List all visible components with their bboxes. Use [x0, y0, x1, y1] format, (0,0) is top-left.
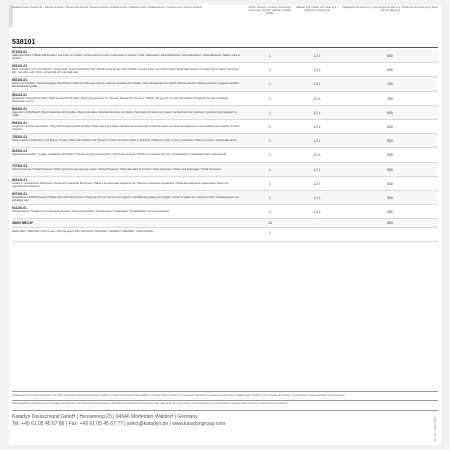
header-content-column: Inhalt / content / contenu / contenido / contenuto / inhoud / indhold / innhåll / sisältö — [248, 6, 292, 15]
row-code: 652101.01 — [12, 78, 28, 83]
row-water: 1,2 L — [313, 139, 321, 144]
row-quantity: 1 — [269, 82, 271, 87]
row-code: 737101.01 — [12, 163, 28, 168]
table-row — [12, 177, 438, 191]
row-code: 641101.01 — [12, 206, 27, 211]
table-header — [9, 5, 441, 27]
row-water: 1,2 L — [313, 82, 321, 87]
row-quantity: 1 — [269, 139, 271, 144]
row-quantity: 1 — [269, 231, 271, 236]
table-row — [12, 63, 438, 77]
row-description: Wasserfilter / Waterfilter / Filtre à eau / Filtro de agua / Filtro dell'acqua / Waterfilter / Vandfilter / Vattenfilter / Vedensuodatin — [12, 230, 154, 234]
row-quantity: 1 — [269, 124, 271, 129]
footer-rule-bottom — [12, 410, 438, 411]
row-weight: 350 — [387, 210, 393, 215]
row-weight: 500 — [387, 167, 393, 172]
row-quantity: 1 — [269, 181, 271, 186]
row-weight: 600 — [387, 68, 393, 73]
header-rule — [12, 47, 438, 48]
row-description: Rührei mit Zwiebeln / Scrambled Eggs with Onions / Oeufs brouillés aux oignons / Huevos revueltos con cebolla / Uova strapazzate con cipolle / Roerei met uien / Røræg med løg / Äggröra med lök / Munakokkelia sipulilla — [12, 82, 240, 89]
row-description: Ungarisch mit Rind und Nudeln / Spicy Beef Casserole with Noodles / Boeuf épicé aux pâtes / Goulash de ternera / Spezzatino di manzo piccante / Hongaarse pot met rundvlees en noedels / Krydret oksekød — [12, 124, 240, 132]
footer-rule-top — [12, 391, 438, 392]
row-weight: 550 — [387, 195, 393, 200]
row-quantity: 1 — [269, 110, 271, 115]
table-row — [12, 49, 438, 63]
footer-note-1: Artikelnummern und Inhalt können sich ohne vorherige Ankündigung ändern / Article numbers and contents are subject to change without notice / Les numéros d'article et le contenu peuvent être modifiés sans préavis / Los números de artículo y el contenido pueden cambiar sin previo aviso — [12, 394, 345, 397]
row-water: 1,2 L — [313, 195, 321, 200]
row-water: 1,2 L — [313, 210, 321, 215]
row-quantity: 1 — [269, 167, 271, 172]
row-quantity: 1 — [269, 96, 271, 101]
row-quantity: 14 — [268, 221, 272, 226]
table-row — [12, 148, 438, 162]
row-code: 671101.01 — [12, 50, 27, 54]
table-row — [12, 191, 438, 205]
row-water: 1,2 L — [313, 96, 321, 101]
product-table — [12, 49, 438, 242]
row-description: Müsli „Schweizer Art“ mit Vollmilch / „Swiss style“ muesli with whole milk / Muesli suisse au lait entier / Muesli „al estilo suizo“ con leche entera / Müsli „alla svizzera“ con latte intero / Müsli „Zwitserse stijl“ met volle melk / Müsli „schweizisk stil“ med sødmælk — [12, 68, 239, 75]
row-code: 615101.01 — [12, 149, 28, 154]
row-weight: 500 — [387, 139, 393, 144]
table-row — [12, 106, 438, 120]
header-description: Artikelnummer / Article No. / Numéro d'article / Número de artículo / Numero articolo / Artikelnummer / Artikelnummer / Artikelnummer / Tuotenumero / Numer artykułu — [12, 6, 202, 9]
table-row — [12, 92, 438, 106]
table-row — [12, 134, 438, 148]
row-description: Gartengemüserisotto / Garden vegetables with Risotto / Risotto aux légumes du jardin / Risotto de verduras / Risotto con verdure dell'orto / Groenterisotto / Grøntsagsrisotto / Kasvisrisotto — [12, 153, 227, 157]
row-water: 1,2 L — [313, 124, 321, 129]
row-code: 616101.01 — [12, 177, 28, 182]
company-address: Katadyn Deutschland GmbH | Hessenring 23 | 64546 Mörfelden-Walldorf | Germany — [12, 414, 198, 420]
row-code: 725101.01 — [12, 135, 28, 140]
row-code: 637101.01 — [12, 191, 28, 196]
footer-note-2: Die angeführten Abbildungen und Angaben entsprechen dem Stand der Drucklegung / Illustrations and details correspond to the state at the time of printing / Les illustrations et les indications correspondent à l'état au moment de l'impression — [12, 402, 288, 405]
row-water: 1,2 L — [313, 181, 321, 186]
row-quantity: 1 — [269, 54, 271, 58]
footer-rule-middle — [12, 400, 438, 401]
row-code: 661101.01 — [12, 92, 27, 97]
row-code: 633101.01 — [12, 64, 28, 69]
row-quantity: 1 — [269, 195, 271, 200]
company-contact: Tel: +49 61 05 45 67 89 | Fax: +49 61 05 45 67 77 | sales@katadyn.de | www.katadyngroup.com — [12, 421, 226, 427]
table-row — [12, 77, 438, 91]
document-number: Art.-No. 20101218 — [433, 417, 437, 442]
row-description: Sahnenudeln mit Hühnchen und Spinat / Creamy Pasta with Chicken and Spinach / Poulet à la crème, pâtes et épinards / Pasta con pollo, crema y espinacas / Pasta con pollo e spinaci alla panna — [12, 139, 237, 143]
row-description: Vollkornbrötchen / Whole Milk Powder / Lait entier en poudre / Leche entera en polvo / Latte intero in polvere / Volle melkpoeder / Sødmælkspulver / Helmjölkspulver / Täysmaitojauhe / Mleko pełne w proszku — [12, 54, 240, 61]
row-code: 30000 NRG-5* — [12, 221, 33, 226]
row-quantity: 1 — [269, 153, 271, 158]
row-description: Tomatensuppe / Tomato Soup / Soupe de tomates / Crema di pomodori / Tomatensoep / Tomatsuppe / Tomaattikeitto / Zupa pomidorowa — [12, 210, 169, 214]
row-weight: 650 — [387, 54, 393, 58]
row-description: Kartoffeltopf mit Rückenspeck / Potato Stew with Fried Onions / Potée de pommes de terre aux oignons / Estofado de patatas con cebolla / Stufato di patate con cipolle arrostite / Aardappelstoof met gebakken uien — [12, 195, 239, 202]
datasheet-page — [9, 5, 441, 445]
row-water: - — [316, 221, 318, 226]
row-weight: 600 — [387, 124, 393, 129]
row-water: 1,2 L — [313, 153, 321, 158]
row-description: Rindfleisch Stroganoff mit Reis / Beef Stroganoff with Rice / Boeuf Stroganoff au riz / Ternera „Stroganoff“ con arroz / Manzo „Stroganoff“ con riso / Rundvlees Stroganoff met rijst / Oksekød Stroganoff med ris — [12, 96, 228, 103]
table-row-water-filter — [12, 228, 438, 242]
row-water: 1,2 L — [313, 110, 321, 115]
row-code: 603101.01 — [12, 106, 28, 111]
table-row — [12, 163, 438, 177]
row-quantity: 1 — [269, 210, 271, 215]
table-row — [12, 205, 438, 219]
row-weight: 750 — [387, 96, 393, 101]
row-description: Pasta Primavera / Pasta Primavera / Pâtes primavera aux légumes variés / Pasta Primavera / Pasta alla salsa di verdure / Pasta primavera / Pasta med grøntsager / Pasta Primavera — [12, 167, 221, 171]
row-water: 1,2 L — [313, 167, 321, 172]
row-quantity: 1 — [269, 68, 271, 73]
row-weight: 400 — [387, 82, 393, 87]
header-weight-column: Füllgewicht pro Dose in g / Net weight per can in g / Poids net par boîte en g / Peso neto por lata en g — [342, 6, 438, 12]
row-water: 1,2 L — [313, 68, 321, 73]
row-weight: 600 — [387, 153, 393, 158]
table-row-energy-bar — [12, 219, 438, 228]
header-water-column: Wasser (ml) / Water (ml) / Eau (ml) / Agua (ml) / Acqua (ml) — [296, 6, 338, 12]
row-weight: 600 — [387, 181, 393, 186]
product-sku: 538101 — [12, 39, 36, 46]
row-description: Nudeln in vegetarischer Bolognese / Pasta with vegetarian Bolognese / Pâtes à la bolognaise végétarienne / Pasta con boloñesa vegetariana / Pasta alla bolognese vegetariana / Pasta met vegetarische bolognese — [12, 181, 229, 188]
row-water: 1,2 L — [313, 54, 321, 58]
row-description: Jägertopf mit Rindfleisch / Beef Casserole with Noodles / Boeuf aux pâtes / Estofado de carne con fideos / Spezzatino di manzo con pasta / Jachtschotel met rundvlees / Gryderet med oksekød og nudler — [12, 110, 237, 117]
row-weight: 500 — [387, 221, 393, 226]
row-code: 604101.01 — [12, 120, 28, 125]
table-row — [12, 120, 438, 134]
row-weight: 600 — [387, 110, 393, 115]
